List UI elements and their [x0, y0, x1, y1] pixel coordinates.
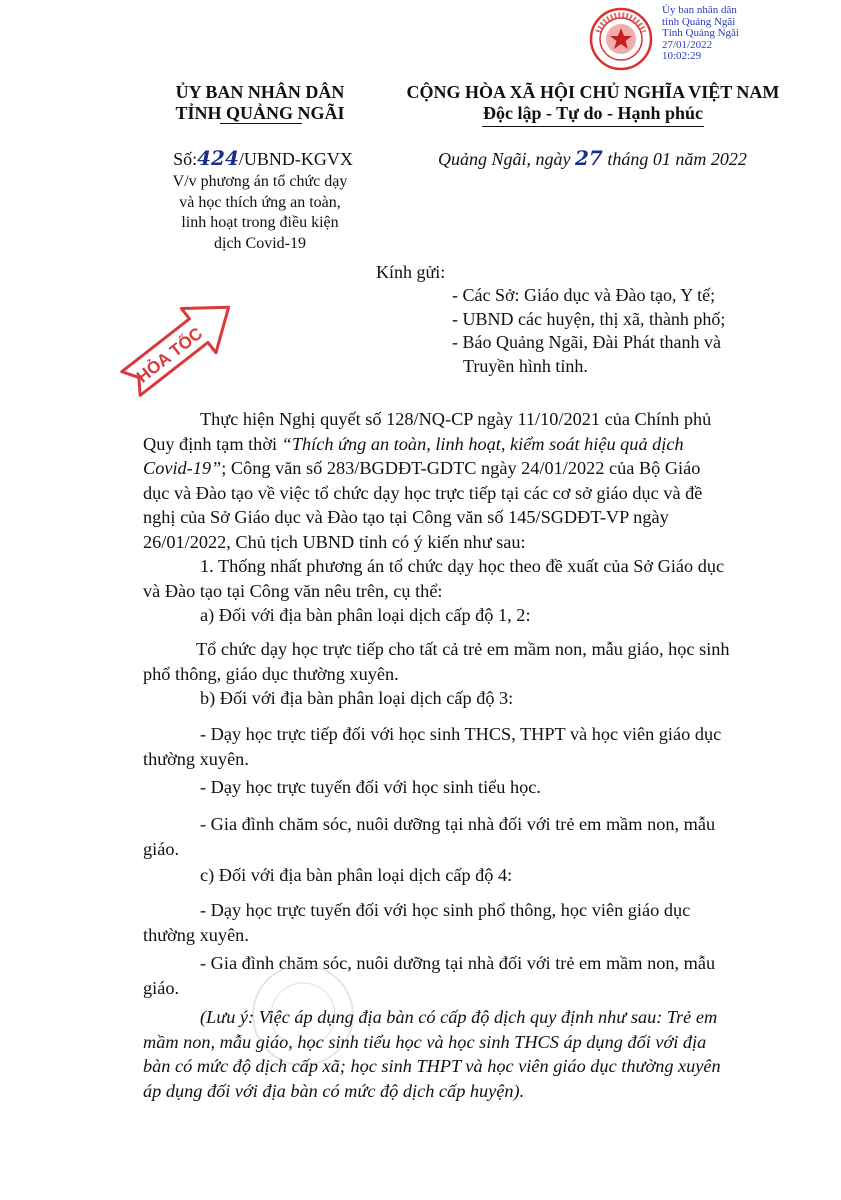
stamp-text: HỎA TỐC	[133, 323, 207, 387]
date-suffix: tháng 01 năm 2022	[602, 149, 747, 169]
note-line: bàn có mức độ dịch cấp xã; học sinh THPT và học viên giáo dục thường xuyên	[143, 1056, 721, 1076]
doc-no-suffix: /UBND-KGVX	[238, 149, 353, 169]
digital-signature-seal	[588, 6, 654, 72]
motto-underline	[482, 126, 704, 127]
urgent-stamp	[104, 286, 254, 406]
issue-date	[438, 146, 768, 171]
national-header	[388, 82, 798, 124]
signature-line: tỉnh Quảng Ngãi	[662, 15, 736, 28]
p2-line: 1. Thống nhất phương án tổ chức dạy học theo đề xuất của Sở Giáo dục	[200, 556, 725, 576]
signature-line: 27/01/2022	[662, 38, 713, 51]
signature-line: Ủy ban nhân dân	[662, 4, 737, 16]
recipient-item: - Báo Quảng Ngãi, Đài Phát thanh và	[452, 332, 721, 352]
note-paragraph	[143, 1005, 767, 1103]
p1-quote: “Thích ứng an toàn, linh hoạt, kiểm soát hiệu quả dịch	[281, 433, 684, 454]
p1-text: ; Công văn số 283/BGDĐT-GDTC ngày 24/01/2022 của Bộ Giáo	[221, 458, 701, 478]
p1-line-2	[143, 432, 767, 457]
c2-line: giáo.	[143, 977, 180, 998]
p1-text: Quy định tạm thời	[143, 433, 282, 454]
section-b-item-2: - Dạy học trực tuyến đối với học sinh tiểu học.	[200, 777, 541, 797]
section-c-title: c) Đối với địa bàn phân loại dịch cấp độ 4:	[200, 865, 513, 885]
issuing-org	[140, 82, 380, 124]
org-underline	[220, 123, 302, 124]
subject-line: dịch Covid-19	[214, 234, 306, 252]
section-c-item-2	[143, 951, 767, 1000]
recipient-item: Truyền hình tỉnh.	[463, 355, 588, 376]
p2-line: và Đào tạo tại Công văn nêu trên, cụ thể:	[143, 580, 443, 601]
a-line: Tổ chức dạy học trực tiếp cho tất cả trẻ em mầm non, mẫu giáo, học sinh	[196, 639, 730, 659]
recipients-list	[452, 284, 725, 378]
b3-line: - Gia đình chăm sóc, nuôi dưỡng tại nhà đối với trẻ em mầm non, mẫu	[200, 814, 716, 834]
note-line: áp dụng đối với địa bàn có mức độ dịch cấp huyện).	[143, 1080, 525, 1101]
p1-line: nghị của Sở Giáo dục và Đào tạo tại Công văn số 145/SGDĐT-VP ngày	[143, 507, 669, 527]
subject-line: linh hoạt trong điều kiện	[181, 214, 339, 231]
b3-line: giáo.	[143, 838, 180, 859]
b1-line: - Dạy học trực tiếp đối với học sinh THCS, THPT và học viên giáo dục	[200, 724, 722, 744]
c2-line: - Gia đình chăm sóc, nuôi dưỡng tại nhà đối với trẻ em mầm non, mẫu	[200, 953, 716, 973]
body-paragraph-2	[143, 554, 767, 603]
section-c-item-1	[143, 898, 767, 947]
note-line: mầm non, mẫu giáo, học sinh tiểu học và học sinh THCS áp dụng đối với địa	[143, 1031, 707, 1052]
p1-line: Thực hiện Nghị quyết số 128/NQ-CP ngày 11/10/2021 của Chính phủ	[200, 409, 712, 429]
section-a-title: a) Đối với địa bàn phân loại dịch cấp độ 1, 2:	[200, 605, 531, 625]
date-prefix: Quảng Ngãi, ngày	[438, 149, 575, 169]
recipients-label: Kính gửi:	[376, 262, 446, 282]
body-paragraph-1	[143, 407, 767, 554]
b1-line: thường xuyên.	[143, 748, 249, 769]
a-line: phổ thông, giáo dục thường xuyên.	[143, 663, 399, 684]
section-b-item-3	[143, 812, 767, 861]
motto: Độc lập - Tự do - Hạnh phúc	[482, 103, 704, 123]
subject-line: và học thích ứng an toàn,	[179, 193, 341, 211]
signature-line: 10:02:29	[662, 50, 702, 62]
recipient-item: - Các Sở: Giáo dục và Đào tạo, Y tế;	[452, 285, 716, 305]
section-b-item-1	[143, 722, 767, 771]
c1-line: thường xuyên.	[143, 924, 249, 945]
note-line: (Lưu ý: Việc áp dụng địa bàn có cấp độ dịch quy định như sau: Trẻ em	[200, 1007, 718, 1027]
recipient-item: - UBND các huyện, thị xã, thành phố;	[452, 308, 726, 329]
signature-info	[662, 5, 739, 63]
section-b-title: b) Đối với địa bàn phân loại dịch cấp độ 3:	[200, 688, 514, 708]
org-line2: TỈNH QUẢNG NGÃI	[175, 103, 345, 123]
p1-line-3	[143, 456, 767, 481]
signature-line: Tỉnh Quảng Ngãi	[662, 27, 739, 39]
c1-line: - Dạy học trực tuyến đối với học sinh phổ thông, học viên giáo dục	[200, 900, 691, 920]
doc-no-handwritten: 424	[197, 146, 239, 170]
nation-name: CỘNG HÒA XÃ HỘI CHỦ NGHĨA VIỆT NAM	[406, 82, 780, 102]
p1-quote-end: Covid-19”	[143, 458, 222, 478]
document-subject	[140, 172, 380, 254]
document-number	[148, 146, 378, 171]
org-line1: ỦY BAN NHÂN DÂN	[175, 82, 345, 102]
p1-line: 26/01/2022, Chủ tịch UBND tỉnh có ý kiến như sau:	[143, 531, 526, 552]
date-handwritten: 27	[575, 146, 603, 170]
doc-no-prefix: Số:	[173, 149, 198, 169]
subject-line: V/v phương án tổ chức dạy	[172, 173, 348, 190]
section-a-text	[143, 637, 767, 686]
p1-line: dục và Đào tạo về việc tổ chức dạy học trực tiếp tại các cơ sở giáo dục và đề	[143, 482, 703, 503]
